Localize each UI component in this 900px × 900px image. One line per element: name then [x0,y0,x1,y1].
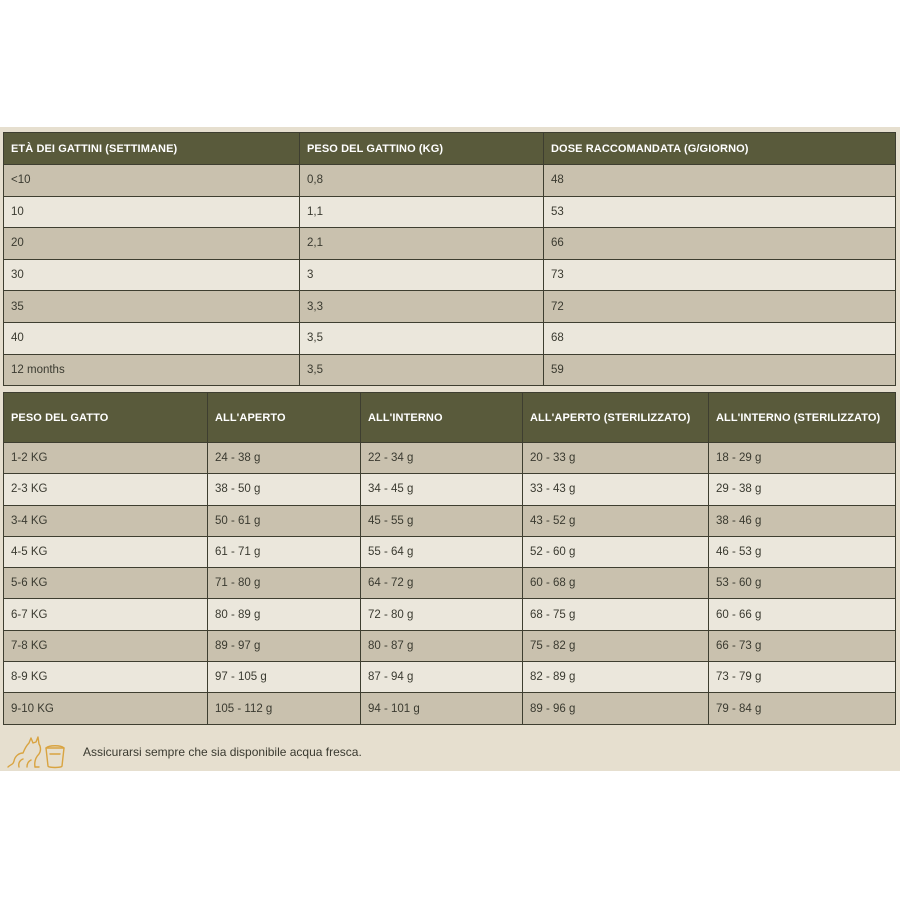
table-cell: 52 - 60 g [523,536,709,567]
table-cell: 6-7 KG [4,599,208,630]
table-cell: <10 [4,165,300,197]
table-cell: 89 - 97 g [208,630,361,661]
table-header-row [4,133,896,165]
table-cell: 3 [300,259,544,291]
table-row [4,291,896,323]
table-cell: 50 - 61 g [208,505,361,536]
table-row [4,693,896,724]
table-cell: 7-8 KG [4,630,208,661]
table-cell: 4-5 KG [4,536,208,567]
table-cell: 72 - 80 g [361,599,523,630]
table-row [4,322,896,354]
header-indoor-sterilized: ALL'INTERNO (STERILIZZATO) [709,393,896,443]
table-cell: 45 - 55 g [361,505,523,536]
table-header-row [4,393,896,443]
footer-note [5,733,605,771]
table-cell: 22 - 34 g [361,443,523,474]
table-row [4,662,896,693]
table-cell: 105 - 112 g [208,693,361,724]
table-cell: 12 months [4,354,300,386]
table-cell: 55 - 64 g [361,536,523,567]
table-cell: 75 - 82 g [523,630,709,661]
table-cell: 18 - 29 g [709,443,896,474]
table-cell: 64 - 72 g [361,568,523,599]
table-cell: 80 - 87 g [361,630,523,661]
table-row [4,474,896,505]
table-cell: 33 - 43 g [523,474,709,505]
table-cell: 82 - 89 g [523,662,709,693]
table-cell: 53 [544,196,896,228]
table-row [4,259,896,291]
table-cell: 8-9 KG [4,662,208,693]
table-cell: 68 - 75 g [523,599,709,630]
table-cell: 3,5 [300,354,544,386]
table-cell: 48 [544,165,896,197]
table-cell: 73 [544,259,896,291]
table-cell: 73 - 79 g [709,662,896,693]
table-cell: 3,5 [300,322,544,354]
table-cell: 94 - 101 g [361,693,523,724]
header-kitten-age: ETÀ DEI GATTINI (SETTIMANE) [4,133,300,165]
table-cell: 10 [4,196,300,228]
table-cell: 53 - 60 g [709,568,896,599]
table-cell: 29 - 38 g [709,474,896,505]
header-outdoor-sterilized: ALL'APERTO (STERILIZZATO) [523,393,709,443]
table-cell: 68 [544,322,896,354]
table-cell: 3,3 [300,291,544,323]
table-cell: 0,8 [300,165,544,197]
table-row [4,354,896,386]
table-row [4,228,896,260]
table-cell: 24 - 38 g [208,443,361,474]
table-row [4,599,896,630]
table-cell: 30 [4,259,300,291]
table-row [4,568,896,599]
table-cell: 5-6 KG [4,568,208,599]
table-cell: 20 [4,228,300,260]
table-cell: 2,1 [300,228,544,260]
table-cell: 66 [544,228,896,260]
table-cell: 60 - 66 g [709,599,896,630]
adult-cat-feeding-table [3,392,896,725]
table-cell: 71 - 80 g [208,568,361,599]
table-cell: 46 - 53 g [709,536,896,567]
table-cell: 20 - 33 g [523,443,709,474]
table-row [4,443,896,474]
table-cell: 34 - 45 g [361,474,523,505]
table-cell: 43 - 52 g [523,505,709,536]
table-cell: 35 [4,291,300,323]
table-row [4,165,896,197]
cat-water-bowl-icon [5,734,71,770]
header-indoor: ALL'INTERNO [361,393,523,443]
table-row [4,536,896,567]
table-cell: 61 - 71 g [208,536,361,567]
table-row [4,630,896,661]
table-row [4,505,896,536]
table-cell: 38 - 46 g [709,505,896,536]
table-cell: 97 - 105 g [208,662,361,693]
fresh-water-note: Assicurarsi sempre che sia disponibile acqua fresca. [83,745,362,759]
table-cell: 59 [544,354,896,386]
table-cell: 2-3 KG [4,474,208,505]
table-cell: 9-10 KG [4,693,208,724]
header-outdoor: ALL'APERTO [208,393,361,443]
table-cell: 40 [4,322,300,354]
table-cell: 60 - 68 g [523,568,709,599]
kitten-feeding-table [3,132,896,386]
header-recommended-dose: DOSE RACCOMANDATA (G/GIORNO) [544,133,896,165]
table-cell: 72 [544,291,896,323]
table-cell: 3-4 KG [4,505,208,536]
table-cell: 80 - 89 g [208,599,361,630]
table-cell: 38 - 50 g [208,474,361,505]
table-row [4,196,896,228]
table-cell: 66 - 73 g [709,630,896,661]
table-cell: 87 - 94 g [361,662,523,693]
table-cell: 79 - 84 g [709,693,896,724]
header-cat-weight: PESO DEL GATTO [4,393,208,443]
header-kitten-weight: PESO DEL GATTINO (KG) [300,133,544,165]
table-cell: 1-2 KG [4,443,208,474]
table-cell: 89 - 96 g [523,693,709,724]
table-cell: 1,1 [300,196,544,228]
